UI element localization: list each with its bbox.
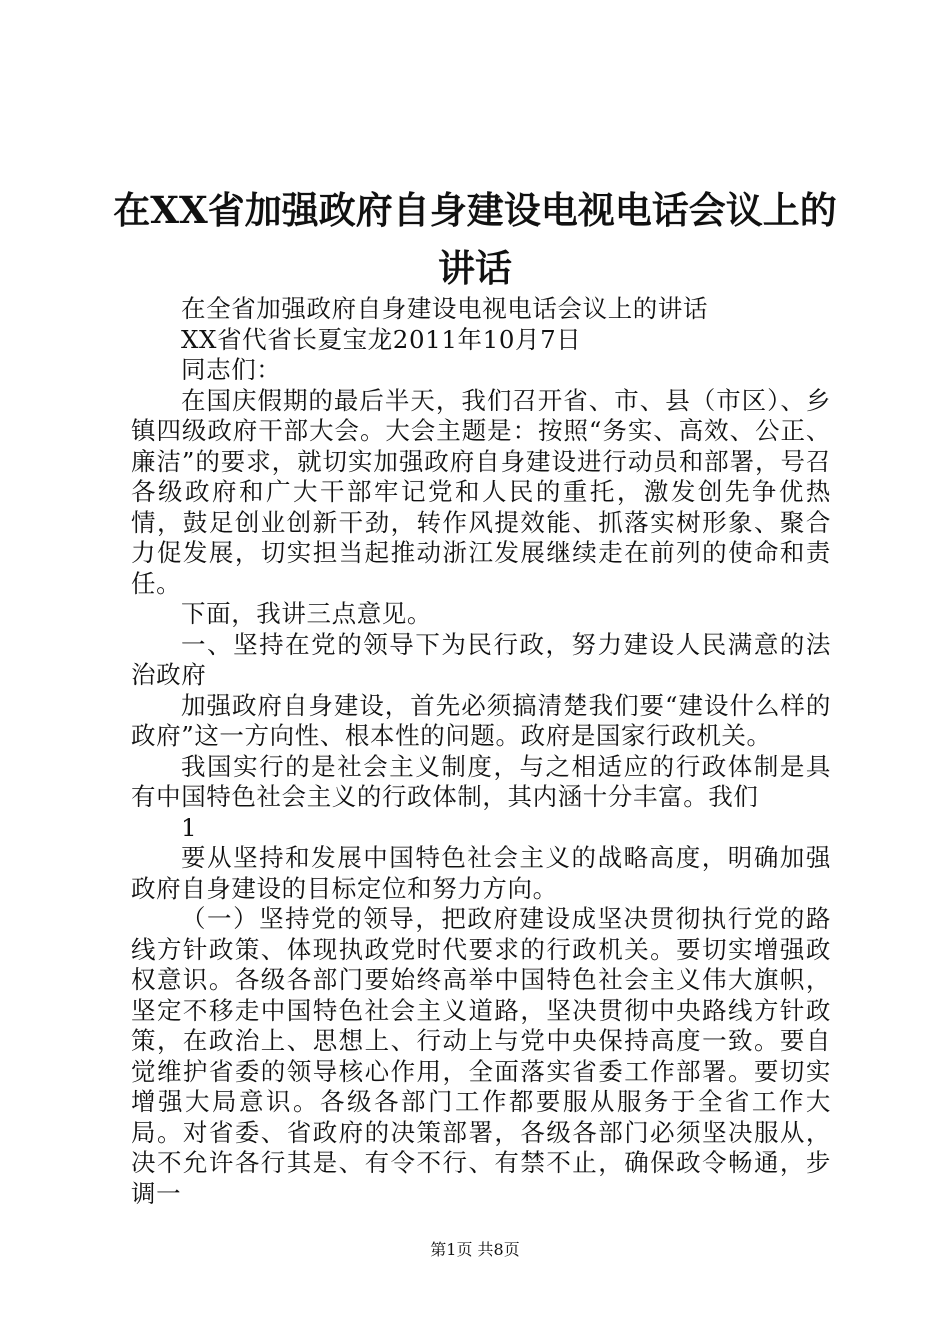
body-paragraph: 我国实行的是社会主义制度，与之相适应的行政体制是具有中国特色社会主义的行政体制，其内涵十分丰富。我们 [131, 751, 831, 811]
body-paragraph: （一）坚持党的领导，把政府建设成坚决贯彻执行党的路线方针政策、体现执政党时代要求的行政机关。要切实增强政权意识。各级各部门要始终高举中国特色社会主义伟大旗帜，坚定不移走中国特色社会主义道路，坚决贯彻中央路线方针政策，在政治上、思想上、行动上与党中央保持高度一致。要自觉维护省委的领导核心作用，全面落实省委工作部署。要切实增强大局意识。各级各部门工作都要服从服务于全省工作大局。对省委、省政府的决策部署，各级各部门必须坚决服从，决不允许各行其是、有令不行、有禁不止，确保政令畅通，步调一 [131, 904, 831, 1208]
document-title-line-1: 在XX省加强政府自身建设电视电话会议上的 [113, 188, 837, 232]
inline-page-number: 1 [181, 812, 198, 842]
document-title-line-2: 讲话 [438, 246, 512, 290]
salutation-paragraph: 同志们： [181, 355, 282, 384]
author-date-paragraph: XX省代省长夏宝龙2011年10月7日 [181, 324, 582, 354]
section-heading: 一、坚持在党的领导下为民行政，努力建设人民满意的法治政府 [131, 629, 831, 689]
document-body [131, 294, 831, 1209]
body-paragraph: 要从坚持和发展中国特色社会主义的战略高度，明确加强政府自身建设的目标定位和努力方向。 [131, 843, 831, 903]
page-footer: 第1页 共8页 [430, 1240, 520, 1259]
body-paragraph: 下面，我讲三点意见。 [181, 599, 432, 628]
body-paragraph: 在国庆假期的最后半天，我们召开省、市、县（市区）、乡镇四级政府干部大会。大会主题是：按照“务实、高效、公正、廉洁”的要求，就切实加强政府自身建设进行动员和部署，号召各级政府和广大干部牢记党和人民的重托，激发创先争优热情，鼓足创业创新干劲，转作风提效能、抓落实树形象、聚合力促发展，切实担当起推动浙江发展继续走在前列的使命和责任。 [131, 385, 831, 598]
body-paragraph: 加强政府自身建设，首先必须搞清楚我们要“建设什么样的政府”这一方向性、根本性的问题。政府是国家行政机关。 [131, 690, 831, 750]
subtitle-paragraph: 在全省加强政府自身建设电视电话会议上的讲话 [181, 294, 709, 323]
